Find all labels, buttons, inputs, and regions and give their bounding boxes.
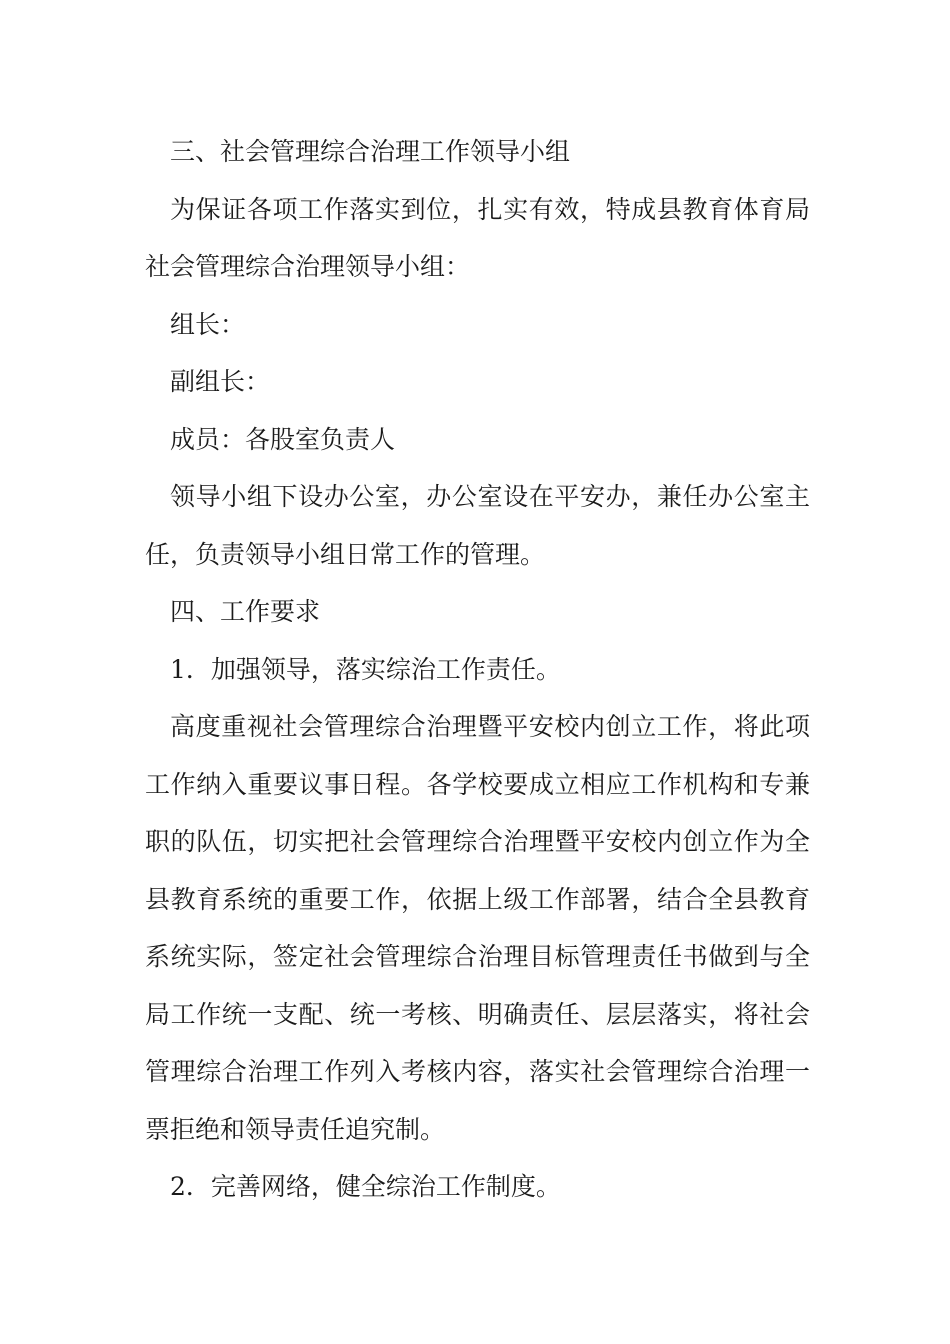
members-line: 成员：各股室负责人	[170, 424, 396, 454]
subsection-heading: 1．加强领导，落实综治工作责任。	[170, 654, 561, 684]
paragraph: 高度重视社会管理综合治理暨平安校内创立工作，将此项工作纳入重要议事日程。各学校要成立相应工作机构和专兼职的队伍，切实把社会管理综合治理暨平安校内创立作为全县教育系统的重要工作，依据上级工作部署，结合全县教育系统实际，签定社会管理综合治理目标管理责任书做到与全局工作统一支配、统一考核、明确责任、层层落实，将社会管理综合治理工作列入考核内容，落实社会管理综合治理一票拒绝和领导责任追究制。	[145, 712, 810, 1144]
section-heading: 四、工作要求	[170, 597, 321, 626]
document-body	[145, 123, 810, 1216]
paragraph: 为保证各项工作落实到位，扎实有效，特成县教育体育局社会管理综合治理领导小组：	[145, 194, 810, 281]
deputy-leader-line: 副组长：	[170, 367, 271, 396]
section-heading: 三、社会管理综合治理工作领导小组	[170, 137, 571, 166]
paragraph: 领导小组下设办公室，办公室设在平安办，兼任办公室主任，负责领导小组日常工作的管理。	[145, 482, 810, 569]
subsection-heading: 2．完善网络，健全综治工作制度。	[170, 1172, 561, 1201]
group-leader-line: 组长：	[170, 309, 246, 339]
